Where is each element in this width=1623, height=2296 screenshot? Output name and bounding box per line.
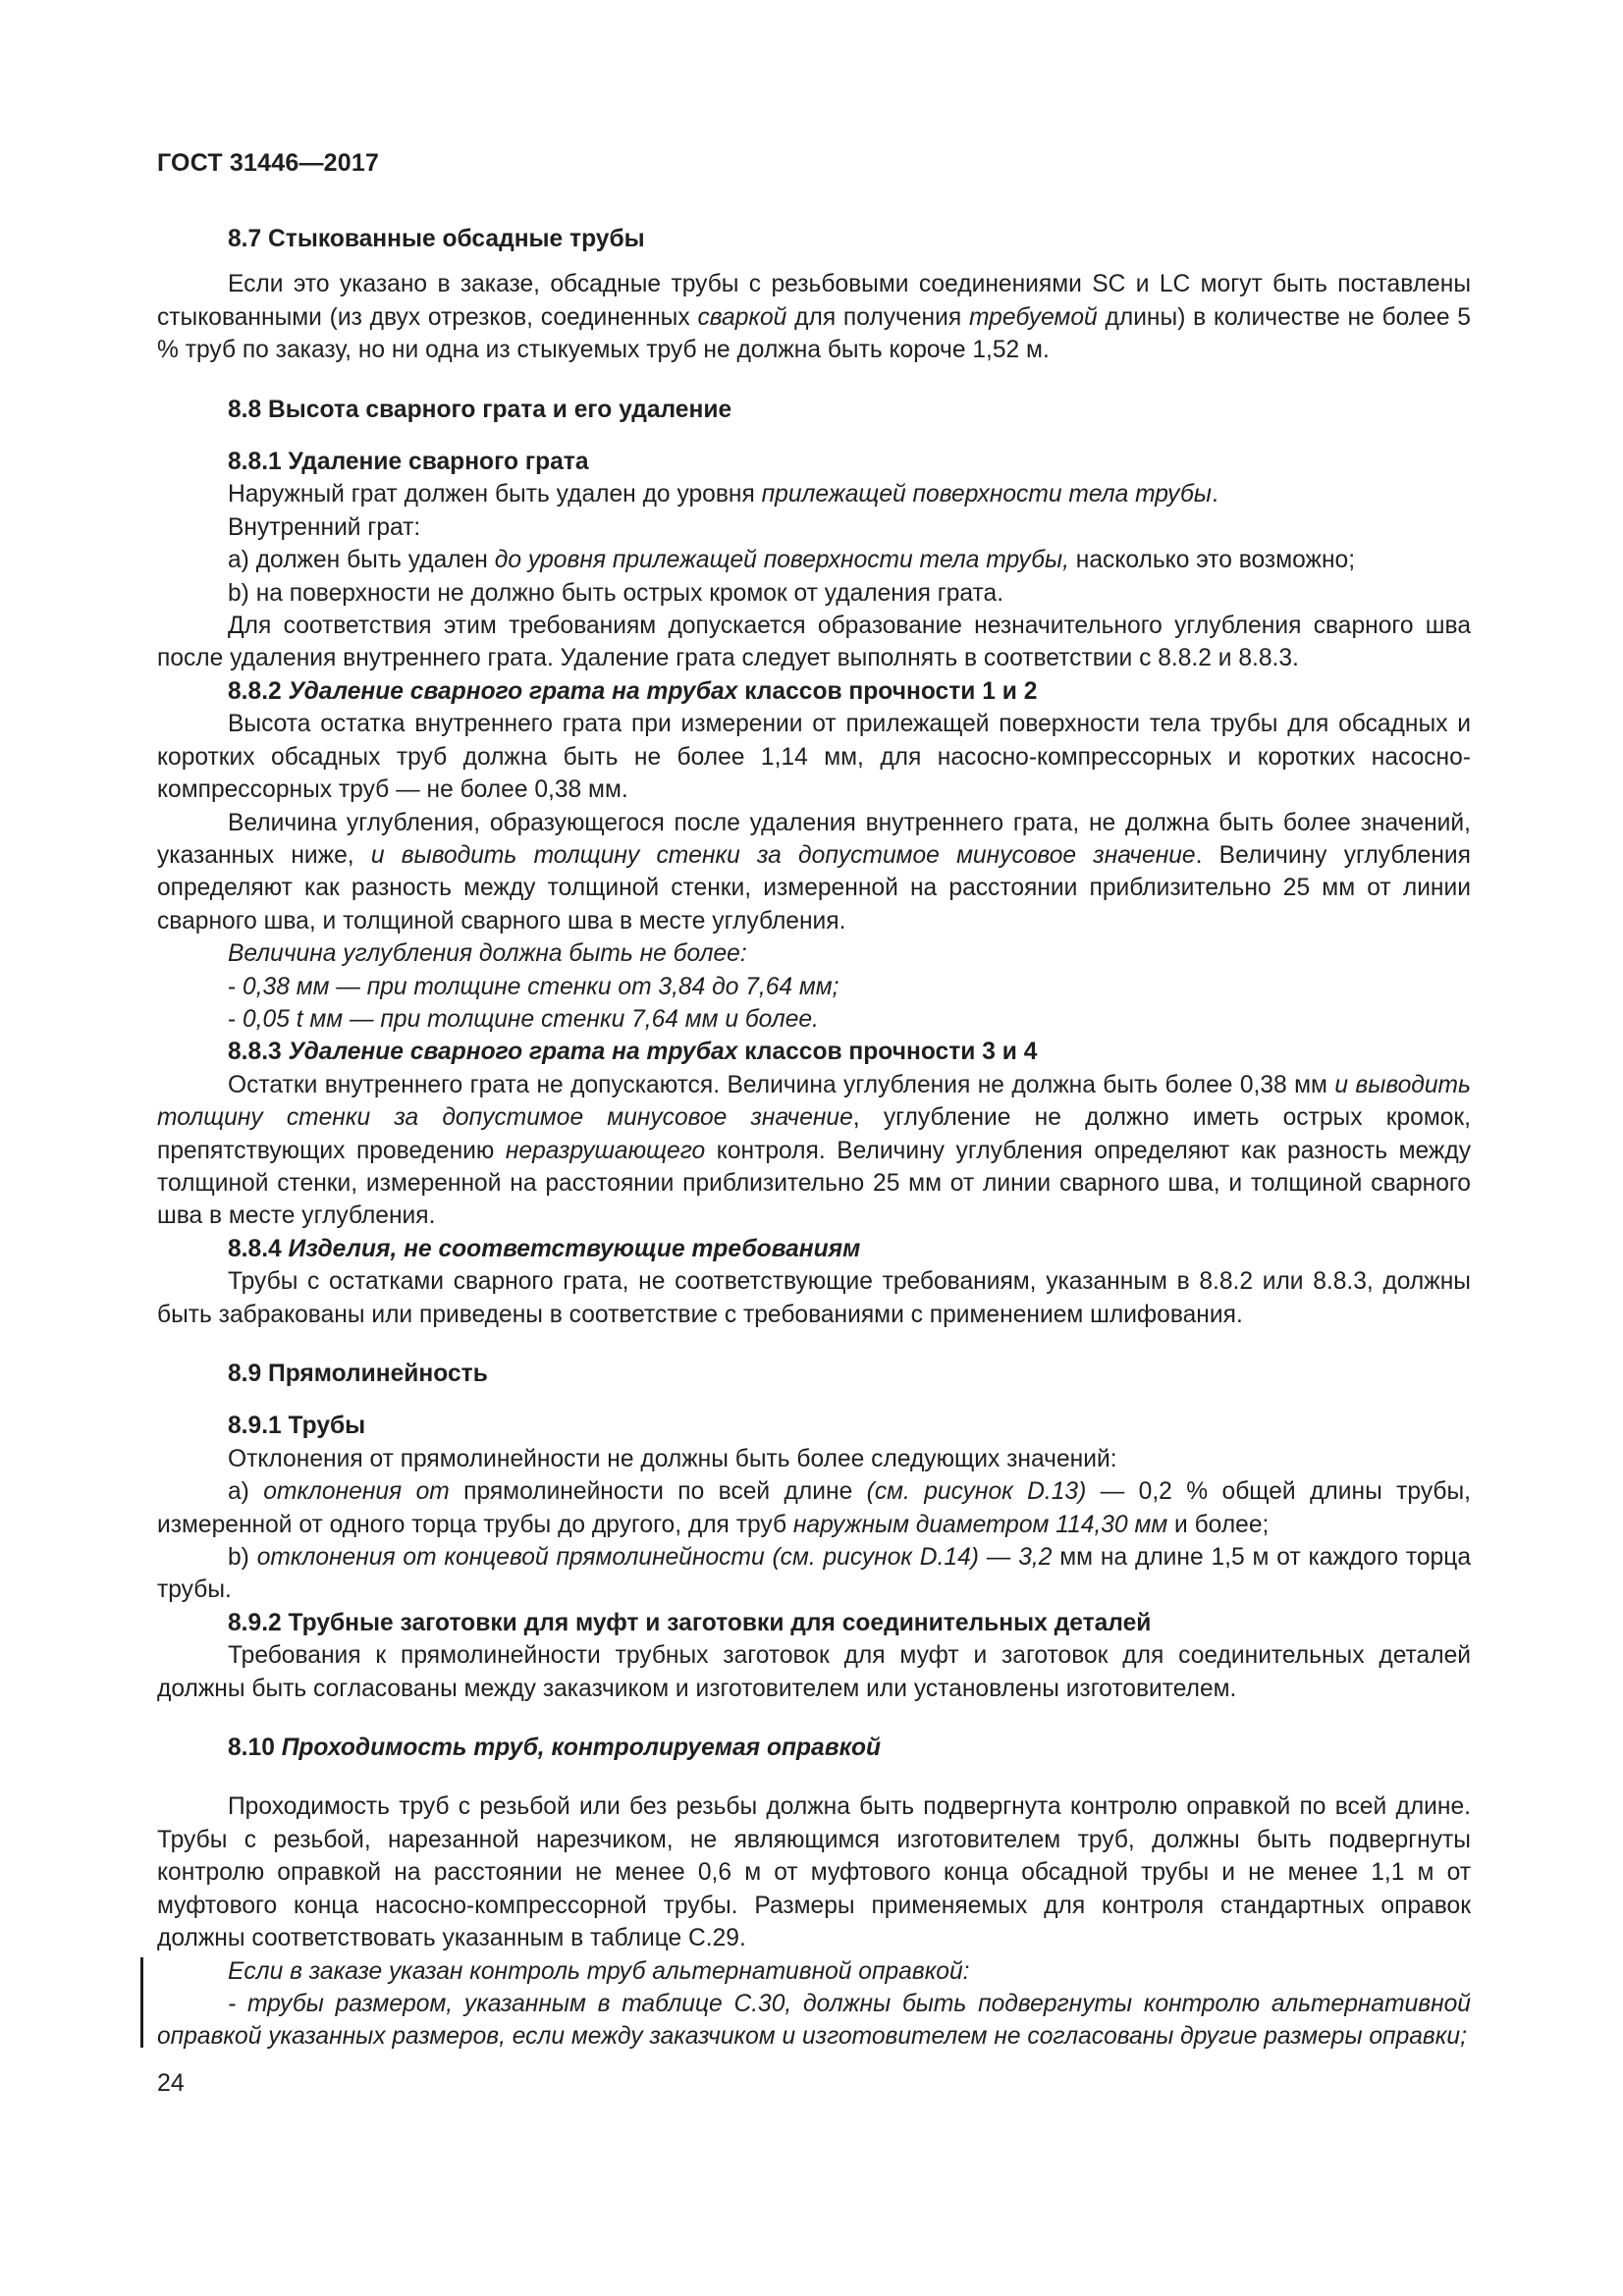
paragraph-8-10-alternative — [157, 1955, 1471, 1988]
section-title-8-9: 8.9 Прямолинейность — [228, 1361, 488, 1387]
text-run: Величина углубления, образующегося после удаления внутреннего грата, не должна быть более значений, указанных ниже, — [157, 809, 1471, 869]
section-title-8-8: 8.8 Высота сварного грата и его удаление — [228, 396, 732, 423]
text-run: и выводить толщину стенки за допустимое минусовое значение — [370, 841, 1196, 869]
text-run: 8.8.3 — [228, 1039, 289, 1066]
paragraph-8-10-mandrel — [157, 1790, 1471, 1954]
paragraph-8-8-1-inner-burr — [157, 511, 1471, 544]
text-run: - — [228, 973, 243, 1000]
revision-bar — [140, 1957, 143, 2048]
text-run: Удаление сварного грата на трубах — [288, 677, 738, 705]
document-header: ГОСТ 31446—2017 — [157, 149, 380, 177]
text-run: (см. рисунок D.13) — [866, 1478, 1087, 1506]
paragraph-8-8-2-height — [157, 708, 1471, 806]
paragraph-8-8-1-compliance — [157, 610, 1471, 675]
text-run: классов прочности 3 и 4 — [737, 1039, 1038, 1066]
text-run: Для соответствия этим требованиям допускается образование незначительного углубления сварного шва после удаления внутреннего грата. Удаление грата следует выполнять в соответствии с 8.8.2 и 8.8.3. — [157, 613, 1471, 672]
section-title-8-8-4 — [157, 1233, 1471, 1265]
paragraph-8-8-2-limit — [157, 937, 1471, 970]
text-run: Внутренний грат: — [228, 513, 421, 541]
revision-block — [157, 1955, 1471, 2054]
text-run: классов прочности 1 и 2 — [737, 677, 1038, 705]
text-run: - — [228, 1005, 243, 1033]
list-item-8-9-1-a — [157, 1475, 1471, 1541]
text-run: . Величину углубления определяют как разность между толщиной стенки, измеренной на расстоянии приблизительно 25 мм от линии сварного шва, и толщиной сварного шва в месте углубления. — [157, 841, 1471, 934]
text-run: - трубы размером, указанным в таблице С.30, должны быть подвергнуты контролю альтернативной оправкой указанных размеров, если между заказчиком и изготовителем не согласованы другие размеры оправки; — [157, 1990, 1471, 2051]
text-run: Изделия, не соответствующие требованиям — [288, 1235, 861, 1262]
text-run: отклонения от — [263, 1478, 450, 1506]
text-run: отклонения от концевой прямолинейности (см. рисунок D.14) — 3,2 — [256, 1544, 1053, 1572]
text-run: 8.10 — [228, 1735, 282, 1762]
text-run: длины) в количестве не более 5 % труб по заказу, но ни одна из стыкуемых труб не должна быть короче 1,52 м. — [157, 303, 1471, 364]
text-run: прямолинейности по всей длине — [449, 1478, 867, 1506]
list-item-8-8-2-2 — [157, 1003, 1471, 1036]
section-title-8-8-2 — [157, 675, 1471, 708]
text-run: — 0,2 % общей длины трубы, измеренной от одного торца трубы до другого, для труб — [157, 1478, 1471, 1538]
text-run: а) должен быть удален — [228, 547, 495, 574]
list-item-8-9-1-b — [157, 1541, 1471, 1607]
text-run: требуемой — [968, 303, 1098, 331]
text-run: мм на длине 1,5 м от каждого торца трубы. — [157, 1544, 1471, 1604]
text-run: для получения — [786, 303, 969, 331]
text-run: и выводить толщину стенки за допустимое минусовое значение — [157, 1071, 1471, 1132]
list-item-8-8-1-b — [157, 577, 1471, 610]
text-run: прилежащей поверхности тела трубы — [761, 481, 1212, 508]
text-run: до уровня прилежащей поверхности тела трубы, — [494, 547, 1069, 574]
section-title-8-8-3 — [157, 1036, 1471, 1068]
paragraph-8-7 — [157, 268, 1471, 366]
text-run: b) на поверхности не должно быть острых кромок от удаления грата. — [228, 579, 1004, 607]
text-run: контроля. Величину углубления определяют как разность между толщиной стенки, измеренной на расстоянии приблизительно 25 мм от линии сварного шва, и толщиной сварного шва в месте углубления. — [157, 1137, 1471, 1230]
text-run: насколько это возможно; — [1068, 547, 1356, 574]
text-run: Остатки внутреннего грата не допускаются. Величина углубления не должна быть более 0,38 мм — [228, 1071, 1335, 1098]
page-content — [157, 223, 1471, 2054]
text-run: Если это указано в заказе, обсадные трубы с резьбовыми соединениями SC и LC могут быть поставлены стыкованными (из двух отрезков, соединенных — [157, 271, 1471, 331]
text-run: , углубление не должно иметь острых кромок, препятствующих проведению — [157, 1104, 1471, 1164]
section-title-8-9-1: 8.9.1 Трубы — [228, 1413, 366, 1440]
text-run: и более; — [1167, 1511, 1270, 1538]
paragraph-8-9-2 — [157, 1639, 1471, 1705]
text-run: неразрушающего — [505, 1137, 706, 1164]
text-run: 0,05 t мм — при толщине стенки 7,64 мм и более. — [243, 1005, 819, 1033]
text-run: 0,38 мм — при толщине стенки от 3,84 до 7,64 мм; — [243, 973, 839, 1000]
text-run: а) — [228, 1478, 264, 1506]
text-run: Удаление сварного грата на трубах — [288, 1039, 738, 1066]
section-title-8-9-2: 8.9.2 Трубные заготовки для муфт и заготовки для соединительных деталей — [228, 1609, 1152, 1636]
text-run: наружным диаметром 114,30 мм — [792, 1511, 1168, 1538]
text-run: Если в заказе указан контроль труб альтернативной оправкой: — [228, 1957, 970, 1985]
paragraph-8-8-3 — [157, 1069, 1471, 1233]
list-item-8-8-1-a — [157, 544, 1471, 576]
text-run: Трубы с остатками сварного грата, не соответствующие требованиям, указанным в 8.8.2 или 8.8.3, должны быть забракованы или приведены в соответствие с требованиями с применением шлифования. — [157, 1268, 1471, 1328]
text-run: 8.8.4 — [228, 1235, 289, 1262]
text-run: 8.8.2 — [228, 677, 289, 705]
page-number: 24 — [157, 2069, 185, 2097]
section-title-8-10 — [157, 1732, 1471, 1764]
paragraph-8-8-1-outer-burr — [157, 478, 1471, 510]
list-item-8-8-2-1 — [157, 971, 1471, 1003]
text-run: Отклонения от прямолинейности не должны быть более следующих значений: — [228, 1445, 1117, 1472]
list-item-8-10-alternative-1 — [157, 1988, 1471, 2054]
text-run: . — [1211, 481, 1218, 508]
section-title-8-7: 8.7 Стыкованные обсадные трубы — [228, 226, 645, 252]
text-run: сваркой — [697, 303, 787, 331]
paragraph-8-8-2-depression — [157, 807, 1471, 938]
text-run: b) — [228, 1544, 257, 1572]
text-run: Проходимость труб с резьбой или без резьбы должна быть подвергнута контролю оправкой по всей длине. Трубы с резьбой, нарезанной нарезчиком, не являющимся изготовителем труб, должны быть подвергнуты контролю оправкой на расстоянии не менее 0,6 м от муфтового конца обсадной трубы и не менее 1,1 м от муфтового конца насосно-компрессорной трубы. Размеры применяемых для контроля стандартных оправок должны соответствовать указанным в таблице С.29. — [157, 1793, 1471, 1952]
text-run: Требования к прямолинейности трубных заготовок для муфт и заготовок для соединительных деталей должны быть согласованы между заказчиком и изготовителем или установлены изготовителем. — [157, 1642, 1471, 1702]
text-run: Высота остатка внутреннего грата при измерении от прилежащей поверхности тела трубы для обсадных и коротких обсадных труб должна быть не более 1,14 мм, для насосно-компрессорных и коротких насосно-компрессорных труб — не более 0,38 мм. — [157, 711, 1471, 804]
text-run: Величина углубления должна быть не более: — [228, 940, 747, 968]
section-title-8-8-1: 8.8.1 Удаление сварного грата — [228, 449, 589, 476]
text-run: Наружный грат должен быть удален до уровня — [228, 481, 762, 508]
paragraph-8-8-4 — [157, 1265, 1471, 1331]
text-run: Проходимость труб, контролируемая оправкой — [281, 1735, 882, 1762]
paragraph-8-9-1-intro — [157, 1443, 1471, 1475]
